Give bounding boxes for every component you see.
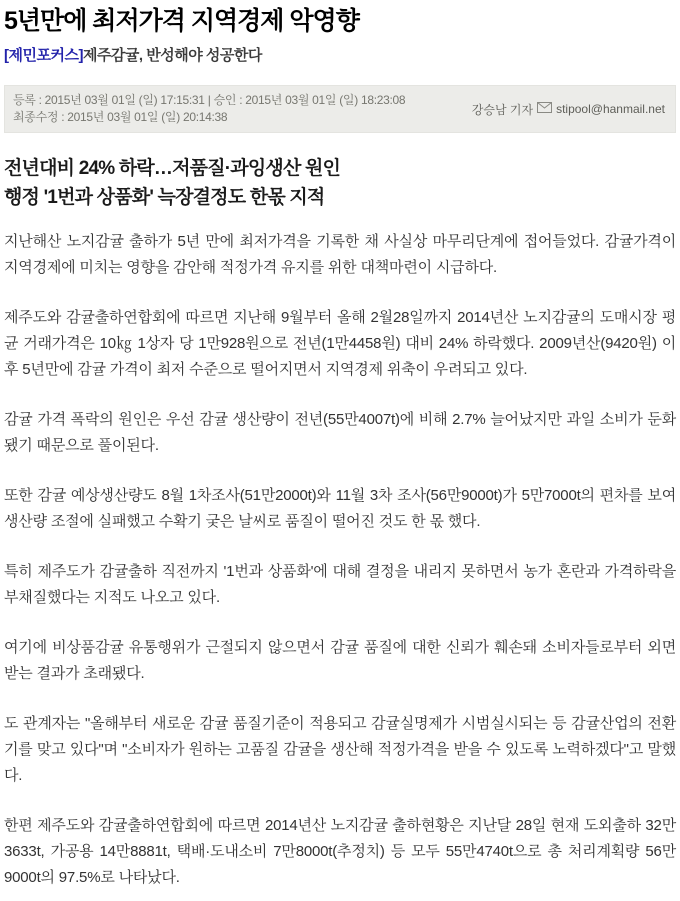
article-paragraph: 도 관계자는 "올해부터 새로운 감귤 품질기준이 적용되고 감귤실명제가 시범실시되는 등 감귤산업의 전환기를 맞고 있다"며 "소비자가 원하는 고품질 감귤을 생산해 적정가격을 받을 수 있도록 노력하겠다"고 말했다. <box>4 715 676 784</box>
article-body <box>4 229 676 891</box>
article-meta-box <box>4 85 676 133</box>
reporter-email[interactable]: stipool@hanmail.net <box>556 102 665 116</box>
article-paragraph: 지난해산 노지감귤 출하가 5년 만에 최저가격을 기록한 채 사실상 마무리단계에 접어들었다. 감귤가격이 지역경제에 미치는 영향을 감안해 적정가격 유지를 위한 대책마련이 시급하다. <box>4 233 676 276</box>
article-paragraph: 또한 감귤 예상생산량도 8월 1차조사(51만2000t)와 11월 3차 조사(56만9000t)가 5만7000t의 편차를 보여 생산량 조절에 실패했고 수확기 궂은 날씨로 품질이 떨어진 것도 한 몫 했다. <box>4 487 676 530</box>
modified-date: 최종수정 : 2015년 03월 01일 (일) 20:14:38 <box>13 110 228 124</box>
subhead-line-2: 행정 '1번과 상품화' 늑장결정도 한몫 지적 <box>4 187 325 208</box>
reporter-name: 강승남 기자 <box>471 102 534 117</box>
article-paragraph: 제주도와 감귤출하연합회에 따르면 지난해 9월부터 올해 2월28일까지 2014년산 노지감귤의 도매시장 평균 거래가격은 10㎏ 1상자 당 1만928원으로 전년(1만4458원) 대비 24% 하락했다. 2009년산(9420원) 이후 5년만에 감귤 가격이 최저 수준으로 떨어지면서 지역경제 위축이 우려되고 있다. <box>4 309 676 378</box>
article-paragraph: 여기에 비상품감귤 유통행위가 근절되지 않으면서 감귤 품질에 대한 신뢰가 훼손돼 소비자들로부터 외면 받는 결과가 초래됐다. <box>4 639 676 682</box>
article-title: 5년만에 최저가격 지역경제 악영향 <box>4 7 359 35</box>
envelope-icon <box>537 102 552 116</box>
article-paragraph: 특히 제주도가 감귤출하 직전까지 '1번과 상품화'에 대해 결정을 내리지 못하면서 농가 혼란과 가격하락을 부채질했다는 지적도 나오고 있다. <box>4 563 676 606</box>
reporter-info <box>472 101 665 118</box>
subtitle-tag: [제민포커스] <box>4 47 83 64</box>
article-dates <box>13 92 405 126</box>
registered-date: 등록 : 2015년 03월 01일 (일) 17:15:31 | 승인 : 2015년 03월 01일 (일) 18:23:08 <box>13 93 406 107</box>
article-paragraph: 한편 제주도와 감귤출하연합회에 따르면 2014년산 노지감귤 출하현황은 지난달 28일 현재 도외출하 32만3633t, 가공용 14만8881t, 택배·도내소비 7만8000t(추정치) 등 모두 55만4740t으로 총 처리계획량 56만9000t의 97.5%로 나타났다. <box>4 817 676 886</box>
article-subtitle <box>4 46 676 65</box>
subhead-line-1: 전년대비 24% 하락…저품질·과잉생산 원인 <box>4 158 341 179</box>
article-subhead <box>4 154 676 212</box>
article-paragraph: 감귤 가격 폭락의 원인은 우선 감귤 생산량이 전년(55만4007t)에 비해 2.7% 늘어났지만 과일 소비가 둔화됐기 때문으로 풀이된다. <box>4 411 676 454</box>
subtitle-text: 제주감귤, 반성해야 성공한다 <box>82 47 262 64</box>
